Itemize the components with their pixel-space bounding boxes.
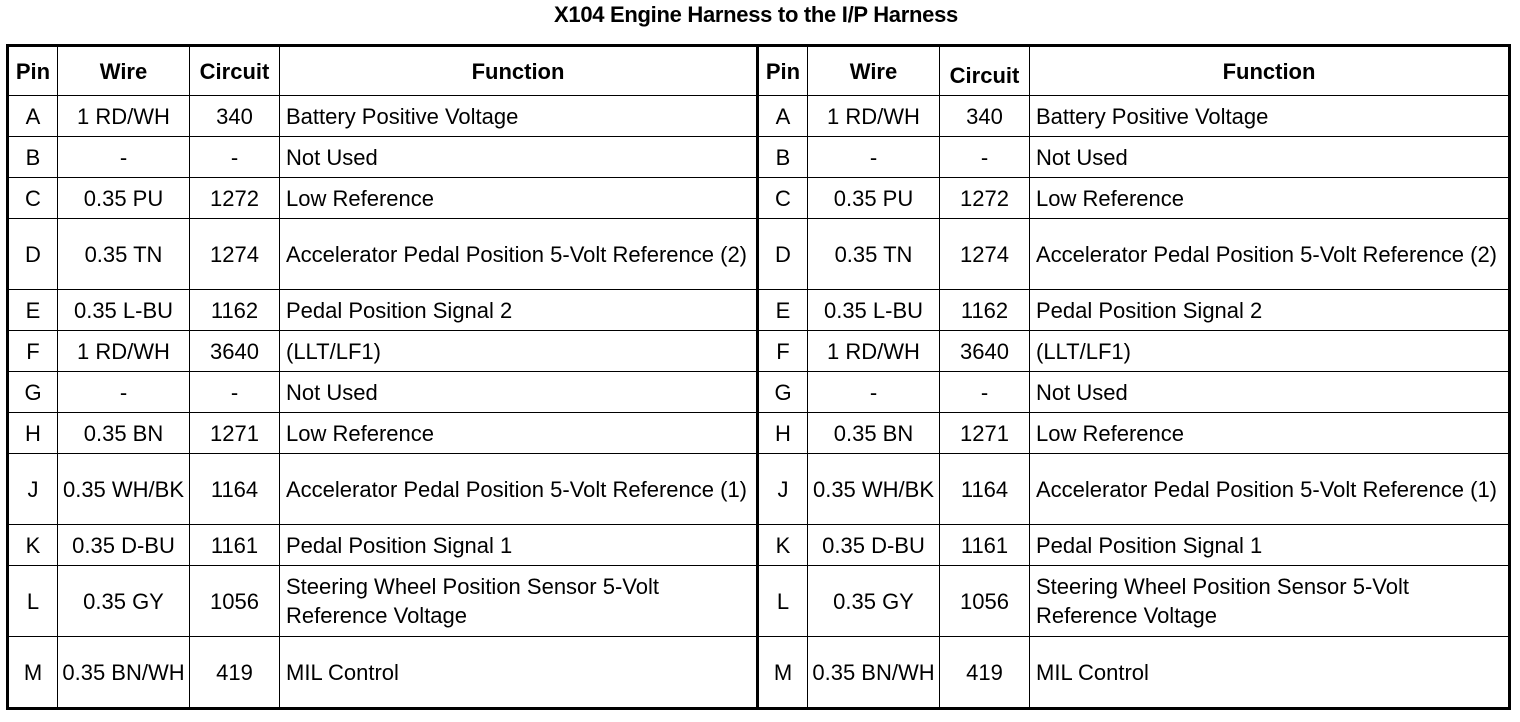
cell-wire: 1 RD/WH	[808, 96, 940, 137]
cell-pin: K	[758, 525, 808, 566]
cell-circuit: 1056	[940, 566, 1030, 637]
column-header-pin: Pin	[758, 46, 808, 96]
cell-circuit: -	[940, 137, 1030, 178]
cell-function: Steering Wheel Position Sensor 5-Volt Reference Voltage	[280, 566, 758, 637]
cell-circuit: 419	[940, 637, 1030, 709]
cell-wire: 0.35 PU	[808, 178, 940, 219]
cell-circuit: 1161	[940, 525, 1030, 566]
table-row	[8, 525, 1510, 566]
cell-circuit: -	[190, 137, 280, 178]
cell-function: Pedal Position Signal 1	[280, 525, 758, 566]
cell-pin: F	[758, 331, 808, 372]
cell-wire: 0.35 D-BU	[58, 525, 190, 566]
table-row	[8, 178, 1510, 219]
column-header-wire: Wire	[58, 46, 190, 96]
cell-circuit: 3640	[940, 331, 1030, 372]
header-row	[8, 46, 1510, 96]
cell-function: Low Reference	[1030, 178, 1510, 219]
cell-circuit: 1272	[190, 178, 280, 219]
cell-pin: L	[758, 566, 808, 637]
column-header-circuit: Circuit	[940, 46, 1030, 96]
cell-circuit: 1162	[940, 290, 1030, 331]
cell-circuit: 1162	[190, 290, 280, 331]
cell-wire: 0.35 BN/WH	[58, 637, 190, 709]
cell-pin: F	[8, 331, 58, 372]
cell-function: MIL Control	[280, 637, 758, 709]
cell-wire: 1 RD/WH	[808, 331, 940, 372]
cell-wire: 1 RD/WH	[58, 96, 190, 137]
table-row	[8, 566, 1510, 637]
cell-pin: K	[8, 525, 58, 566]
cell-function: Accelerator Pedal Position 5-Volt Reference (1)	[1030, 454, 1510, 525]
cell-wire: 0.35 GY	[808, 566, 940, 637]
cell-wire: 0.35 D-BU	[808, 525, 940, 566]
cell-circuit: 1271	[190, 413, 280, 454]
table-row	[8, 454, 1510, 525]
cell-function: Low Reference	[280, 413, 758, 454]
cell-wire: 0.35 WH/BK	[808, 454, 940, 525]
cell-pin: A	[8, 96, 58, 137]
table-row	[8, 372, 1510, 413]
cell-wire: 0.35 L-BU	[808, 290, 940, 331]
cell-pin: J	[758, 454, 808, 525]
cell-pin: A	[758, 96, 808, 137]
table-row	[8, 413, 1510, 454]
cell-pin: B	[758, 137, 808, 178]
table-row	[8, 331, 1510, 372]
cell-wire: -	[58, 137, 190, 178]
cell-wire: -	[58, 372, 190, 413]
cell-circuit: 419	[190, 637, 280, 709]
table-row	[8, 290, 1510, 331]
cell-pin: L	[8, 566, 58, 637]
cell-wire: 0.35 BN	[808, 413, 940, 454]
cell-pin: J	[8, 454, 58, 525]
cell-wire: 0.35 TN	[58, 219, 190, 290]
cell-function: Not Used	[1030, 372, 1510, 413]
cell-circuit: 1274	[190, 219, 280, 290]
table-row	[8, 219, 1510, 290]
cell-wire: -	[808, 137, 940, 178]
cell-wire: 0.35 L-BU	[58, 290, 190, 331]
cell-circuit: 1272	[940, 178, 1030, 219]
cell-circuit: 340	[190, 96, 280, 137]
cell-wire: 0.35 BN/WH	[808, 637, 940, 709]
cell-pin: D	[8, 219, 58, 290]
table-row	[8, 637, 1510, 709]
cell-pin: E	[758, 290, 808, 331]
cell-function: Not Used	[280, 372, 758, 413]
table-row	[8, 137, 1510, 178]
cell-circuit: 1164	[190, 454, 280, 525]
cell-function: MIL Control	[1030, 637, 1510, 709]
cell-circuit: 1056	[190, 566, 280, 637]
cell-wire: 0.35 PU	[58, 178, 190, 219]
cell-function: Pedal Position Signal 2	[1030, 290, 1510, 331]
cell-function: Pedal Position Signal 2	[280, 290, 758, 331]
column-header-pin: Pin	[8, 46, 58, 96]
column-header-circuit: Circuit	[190, 46, 280, 96]
cell-pin: E	[8, 290, 58, 331]
cell-pin: C	[758, 178, 808, 219]
cell-function: Pedal Position Signal 1	[1030, 525, 1510, 566]
cell-wire: 0.35 WH/BK	[58, 454, 190, 525]
cell-pin: H	[8, 413, 58, 454]
cell-function: Not Used	[1030, 137, 1510, 178]
cell-circuit: 1271	[940, 413, 1030, 454]
cell-pin: G	[758, 372, 808, 413]
table-row	[8, 96, 1510, 137]
cell-function: (LLT/LF1)	[1030, 331, 1510, 372]
cell-pin: B	[8, 137, 58, 178]
cell-circuit: 3640	[190, 331, 280, 372]
cell-pin: D	[758, 219, 808, 290]
cell-function: (LLT/LF1)	[280, 331, 758, 372]
pinout-table	[6, 44, 1511, 710]
cell-function: Accelerator Pedal Position 5-Volt Reference (1)	[280, 454, 758, 525]
cell-circuit: -	[190, 372, 280, 413]
cell-circuit: -	[940, 372, 1030, 413]
cell-wire: 0.35 TN	[808, 219, 940, 290]
cell-circuit: 340	[940, 96, 1030, 137]
cell-wire: 0.35 BN	[58, 413, 190, 454]
column-header-function: Function	[1030, 46, 1510, 96]
cell-circuit: 1274	[940, 219, 1030, 290]
cell-function: Low Reference	[1030, 413, 1510, 454]
cell-function: Battery Positive Voltage	[1030, 96, 1510, 137]
cell-function: Low Reference	[280, 178, 758, 219]
cell-wire: 1 RD/WH	[58, 331, 190, 372]
column-header-wire: Wire	[808, 46, 940, 96]
cell-wire: 0.35 GY	[58, 566, 190, 637]
cell-function: Steering Wheel Position Sensor 5-Volt Reference Voltage	[1030, 566, 1510, 637]
cell-circuit: 1164	[940, 454, 1030, 525]
cell-function: Not Used	[280, 137, 758, 178]
cell-function: Accelerator Pedal Position 5-Volt Reference (2)	[1030, 219, 1510, 290]
page-title: X104 Engine Harness to the I/P Harness	[554, 2, 958, 27]
cell-circuit: 1161	[190, 525, 280, 566]
cell-pin: G	[8, 372, 58, 413]
cell-wire: -	[808, 372, 940, 413]
cell-pin: H	[758, 413, 808, 454]
cell-pin: C	[8, 178, 58, 219]
cell-function: Battery Positive Voltage	[280, 96, 758, 137]
cell-pin: M	[8, 637, 58, 709]
cell-function: Accelerator Pedal Position 5-Volt Reference (2)	[280, 219, 758, 290]
cell-pin: M	[758, 637, 808, 709]
column-header-function: Function	[280, 46, 758, 96]
